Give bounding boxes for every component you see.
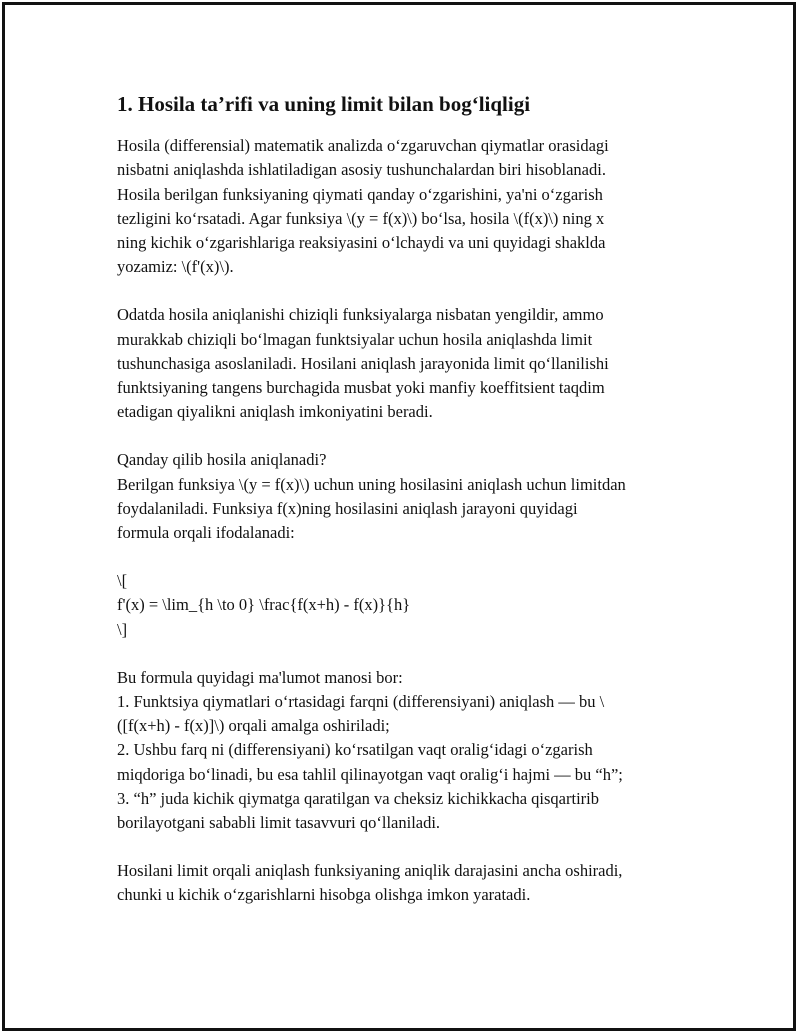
- text-line: tezligini ko‘rsatadi. Agar funksiya \(y = f(x)\) bo‘lsa, hosila \(f(x)\) ning x: [117, 208, 605, 228]
- list-item: ([f(x+h) - f(x)]\) orqali amalga oshiriladi;: [117, 716, 390, 736]
- text-line: murakkab chiziqli bo‘lmagan funktsiyalar uchun hosila aniqlashda limit: [117, 329, 593, 349]
- text-line: yozamiz: \(f'(x)\).: [117, 257, 234, 277]
- text-line: etadigan qiyalikni aniqlash imkoniyatini beradi.: [117, 402, 433, 422]
- text-line: ning kichik o‘zgarishlariga reaksiyasini o‘lchaydi va uni quyidagi shaklda: [117, 233, 606, 252]
- text-line: funktsiyaning tangens burchagida musbat yoki manfiy koeffitsient taqdim: [117, 378, 605, 398]
- text-line: Hosila (differensial) matematik analizda o‘zgaruvchan qiymatlar orasidagi: [117, 136, 609, 156]
- formula-line: f'(x) = \lim_{h \to 0} \frac{f(x+h) - f(x)}{h}: [117, 595, 411, 615]
- paragraph-conclusion: [117, 859, 707, 907]
- list-item: 3. “h” juda kichik qiymatga qaratilgan va cheksiz kichikkacha qisqartirib: [117, 788, 599, 808]
- text-line: foydalaniladi. Funksiya f(x)ning hosilasini aniqlash jarayoni quyidagi: [117, 498, 578, 518]
- list-item: 2. Ushbu farq ni (differensiyani) ko‘rsatilgan vaqt oralig‘idagi o‘zgarish: [117, 740, 593, 760]
- text-line: Bu formula quyidagi ma'lumot manosi bor:: [117, 667, 403, 687]
- formula-line: \]: [117, 619, 128, 639]
- formula-block: [117, 569, 707, 642]
- text-line: Qanday qilib hosila aniqlanadi?: [117, 450, 327, 470]
- formula-line: \[: [117, 571, 128, 591]
- list-item: 1. Funktsiya qiymatlari o‘rtasidagi farqni (differensiyani) aniqlash — bu \: [117, 692, 605, 712]
- text-line: tushunchasiga asoslaniladi. Hosilani aniqlash jarayonida limit qo‘llanilishi: [117, 353, 609, 373]
- paragraph-limit-concept: [117, 303, 707, 424]
- text-line: formula orqali ifodalanadi:: [117, 523, 295, 543]
- text-line: Hosilani limit orqali aniqlash funksiyaning aniqlik darajasini ancha oshiradi,: [117, 861, 623, 881]
- list-item: miqdoriga bo‘linadi, bu esa tahlil qilinayotgan vaqt oralig‘i hajmi — bu “h”;: [117, 764, 623, 784]
- paragraph-formula-meaning: [117, 666, 707, 835]
- paragraph-definition: [117, 134, 707, 279]
- text-line: nisbatni aniqlashda ishlatiladigan asosiy tushunchalardan biri hisoblanadi.: [117, 160, 606, 180]
- text-line: Berilgan funksiya \(y = f(x)\) uchun uning hosilasini aniqlash uchun limitdan: [117, 474, 626, 494]
- paragraph-how-defined: [117, 448, 707, 545]
- text-line: Hosila berilgan funksiyaning qiymati qanday o‘zgarishini, ya'ni o‘zgarish: [117, 184, 603, 204]
- text-line: chunki u kichik o‘zgarishlarni hisobga olishga imkon yaratadi.: [117, 885, 531, 905]
- section-heading: 1. Hosila ta’rifi va uning limit bilan bog‘liqligi: [117, 92, 531, 116]
- list-item: borilayotgani sababli limit tasavvuri qo‘llaniladi.: [117, 813, 441, 833]
- document-body: [117, 92, 707, 932]
- text-line: Odatda hosila aniqlanishi chiziqli funksiyalarga nisbatan yengildir, ammo: [117, 305, 604, 325]
